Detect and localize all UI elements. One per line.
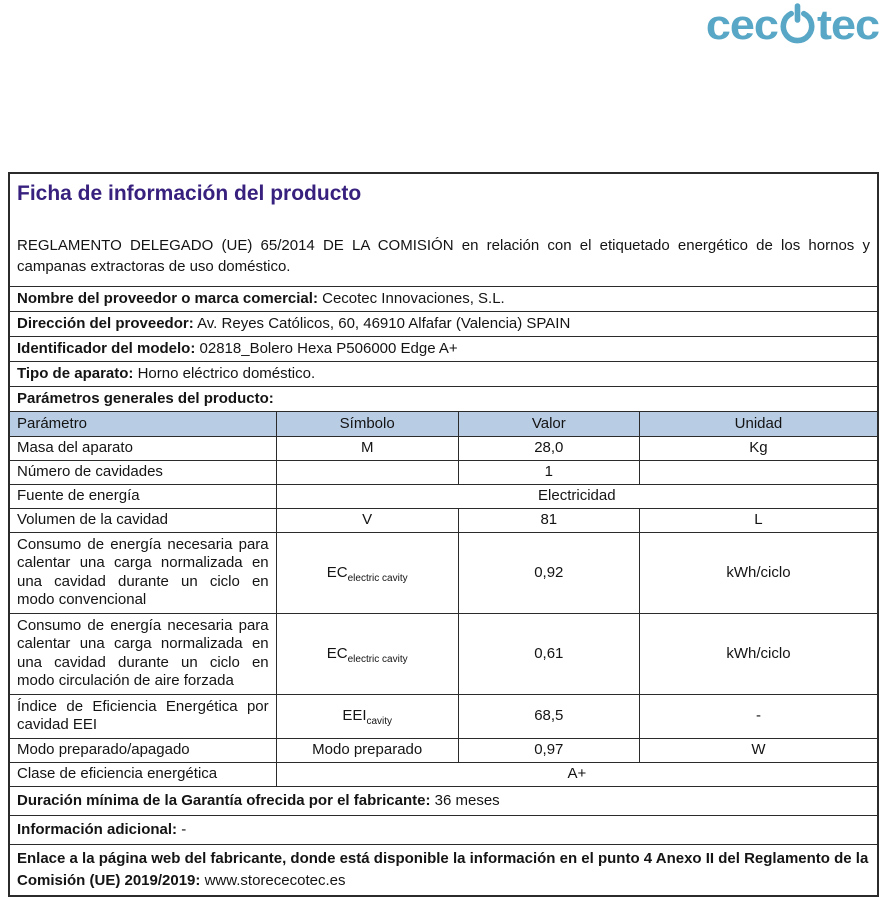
param-cell: Volumen de la cavidad	[10, 508, 276, 532]
table-row-efficiency-class	[10, 762, 877, 786]
symbol-cell: $EC_{electric cavity}$	[276, 613, 458, 694]
logo-text-post: tec	[816, 1, 879, 48]
info-value: Cecotec Innovaciones, S.L.	[322, 290, 505, 307]
info-row-supplier-address	[10, 312, 877, 337]
footer-row-manufacturer-website	[10, 845, 877, 895]
info-label: Parámetros generales del producto:	[17, 390, 274, 407]
info-row-appliance-type	[10, 362, 877, 387]
param-cell: Consumo de energía necesaria para calentar una carga normalizada en una cavidad durante un ciclo en modo convencional	[10, 532, 276, 613]
param-cell: Consumo de energía necesaria para calentar una carga normalizada en una cavidad durante un ciclo en modo circulación de aire forzada	[10, 613, 276, 694]
info-label: Dirección del proveedor:	[17, 315, 194, 332]
column-header-valor: Valor	[458, 412, 639, 436]
table-row-consumption-fan-forced	[10, 613, 877, 694]
page-title: Ficha de información del producto	[17, 182, 362, 205]
footer-label: Duración mínima de la Garantía ofrecida por el fabricante:	[17, 791, 431, 809]
footer-label: Información adicional:	[17, 820, 178, 838]
value-cell: 28,0	[458, 436, 639, 460]
info-row-model-identifier	[10, 337, 877, 362]
table-row-eei	[10, 694, 877, 738]
cecotec-logo	[706, 2, 879, 47]
value-cell: 81	[458, 508, 639, 532]
unit-cell: -	[639, 694, 877, 738]
table-row-standby-mode	[10, 738, 877, 762]
span-value-cell: A+	[276, 762, 877, 786]
info-label: Tipo de aparato:	[17, 365, 134, 382]
footer-label: Enlace a la página web del fabricante, donde está disponible la información en el punto 4 Anexo II del Reglamento de la Comisión (UE) 2019/2019:	[17, 849, 869, 889]
unit-cell: Kg	[639, 436, 877, 460]
table-row-cavity-volume	[10, 508, 877, 532]
table-row-cavities	[10, 460, 877, 484]
column-header-unidad: Unidad	[639, 412, 877, 436]
info-value: 02818_Bolero Hexa P506000 Edge A+	[199, 340, 458, 357]
column-header-parametro: Parámetro	[10, 412, 276, 436]
symbol-cell: $EC_{electric cavity}$	[276, 532, 458, 613]
info-label: Nombre del proveedor o marca comercial:	[17, 290, 318, 307]
unit-cell	[639, 460, 877, 484]
unit-cell: kWh/ciclo	[639, 613, 877, 694]
unit-cell: kWh/ciclo	[639, 532, 877, 613]
span-value-cell: Electricidad	[276, 484, 877, 508]
product-information-sheet	[8, 172, 879, 897]
param-cell: Índice de Eficiencia Energética por cavidad EEI	[10, 694, 276, 738]
column-header-simbolo: Símbolo	[276, 412, 458, 436]
table-header-row	[10, 412, 877, 436]
header-bar	[0, 0, 887, 58]
info-row-supplier-name	[10, 287, 877, 312]
footer-value: 36 meses	[434, 791, 500, 809]
unit-cell: L	[639, 508, 877, 532]
param-cell: Modo preparado/apagado	[10, 738, 276, 762]
symbol-cell: Modo preparado	[276, 738, 458, 762]
param-cell: Masa del aparato	[10, 436, 276, 460]
param-cell: Clase de eficiencia energética	[10, 762, 276, 786]
symbol-cell: M	[276, 436, 458, 460]
logo-text-pre: cec	[705, 1, 778, 48]
power-icon	[779, 3, 816, 47]
value-cell: 68,5	[458, 694, 639, 738]
value-cell: 1	[458, 460, 639, 484]
value-cell: 0,97	[458, 738, 639, 762]
regulation-intro: REGLAMENTO DELEGADO (UE) 65/2014 DE LA COMISIÓN en relación con el etiquetado energético de los hornos y campanas extractoras de uso doméstico.	[17, 237, 870, 275]
value-cell: 0,92	[458, 532, 639, 613]
table-row-consumption-conventional	[10, 532, 877, 613]
table-row-energy-source	[10, 484, 877, 508]
footer-row-additional-info	[10, 816, 877, 845]
info-row-general-parameters	[10, 387, 877, 412]
info-value: Av. Reyes Católicos, 60, 46910 Alfafar (Valencia) SPAIN	[197, 315, 571, 332]
symbol-cell: V	[276, 508, 458, 532]
footer-value: -	[181, 820, 187, 838]
table-row-mass	[10, 436, 877, 460]
param-cell: Fuente de energía	[10, 484, 276, 508]
doc-header	[10, 174, 877, 287]
unit-cell: W	[639, 738, 877, 762]
parameters-table	[10, 412, 877, 787]
value-cell: 0,61	[458, 613, 639, 694]
info-value: Horno eléctrico doméstico.	[137, 365, 316, 382]
manufacturer-website-url: www.storececotec.es	[204, 871, 346, 889]
symbol-cell: $EEI_{cavity}$	[276, 694, 458, 738]
param-cell: Número de cavidades	[10, 460, 276, 484]
symbol-cell	[276, 460, 458, 484]
info-label: Identificador del modelo:	[17, 340, 196, 357]
footer-row-warranty	[10, 787, 877, 816]
